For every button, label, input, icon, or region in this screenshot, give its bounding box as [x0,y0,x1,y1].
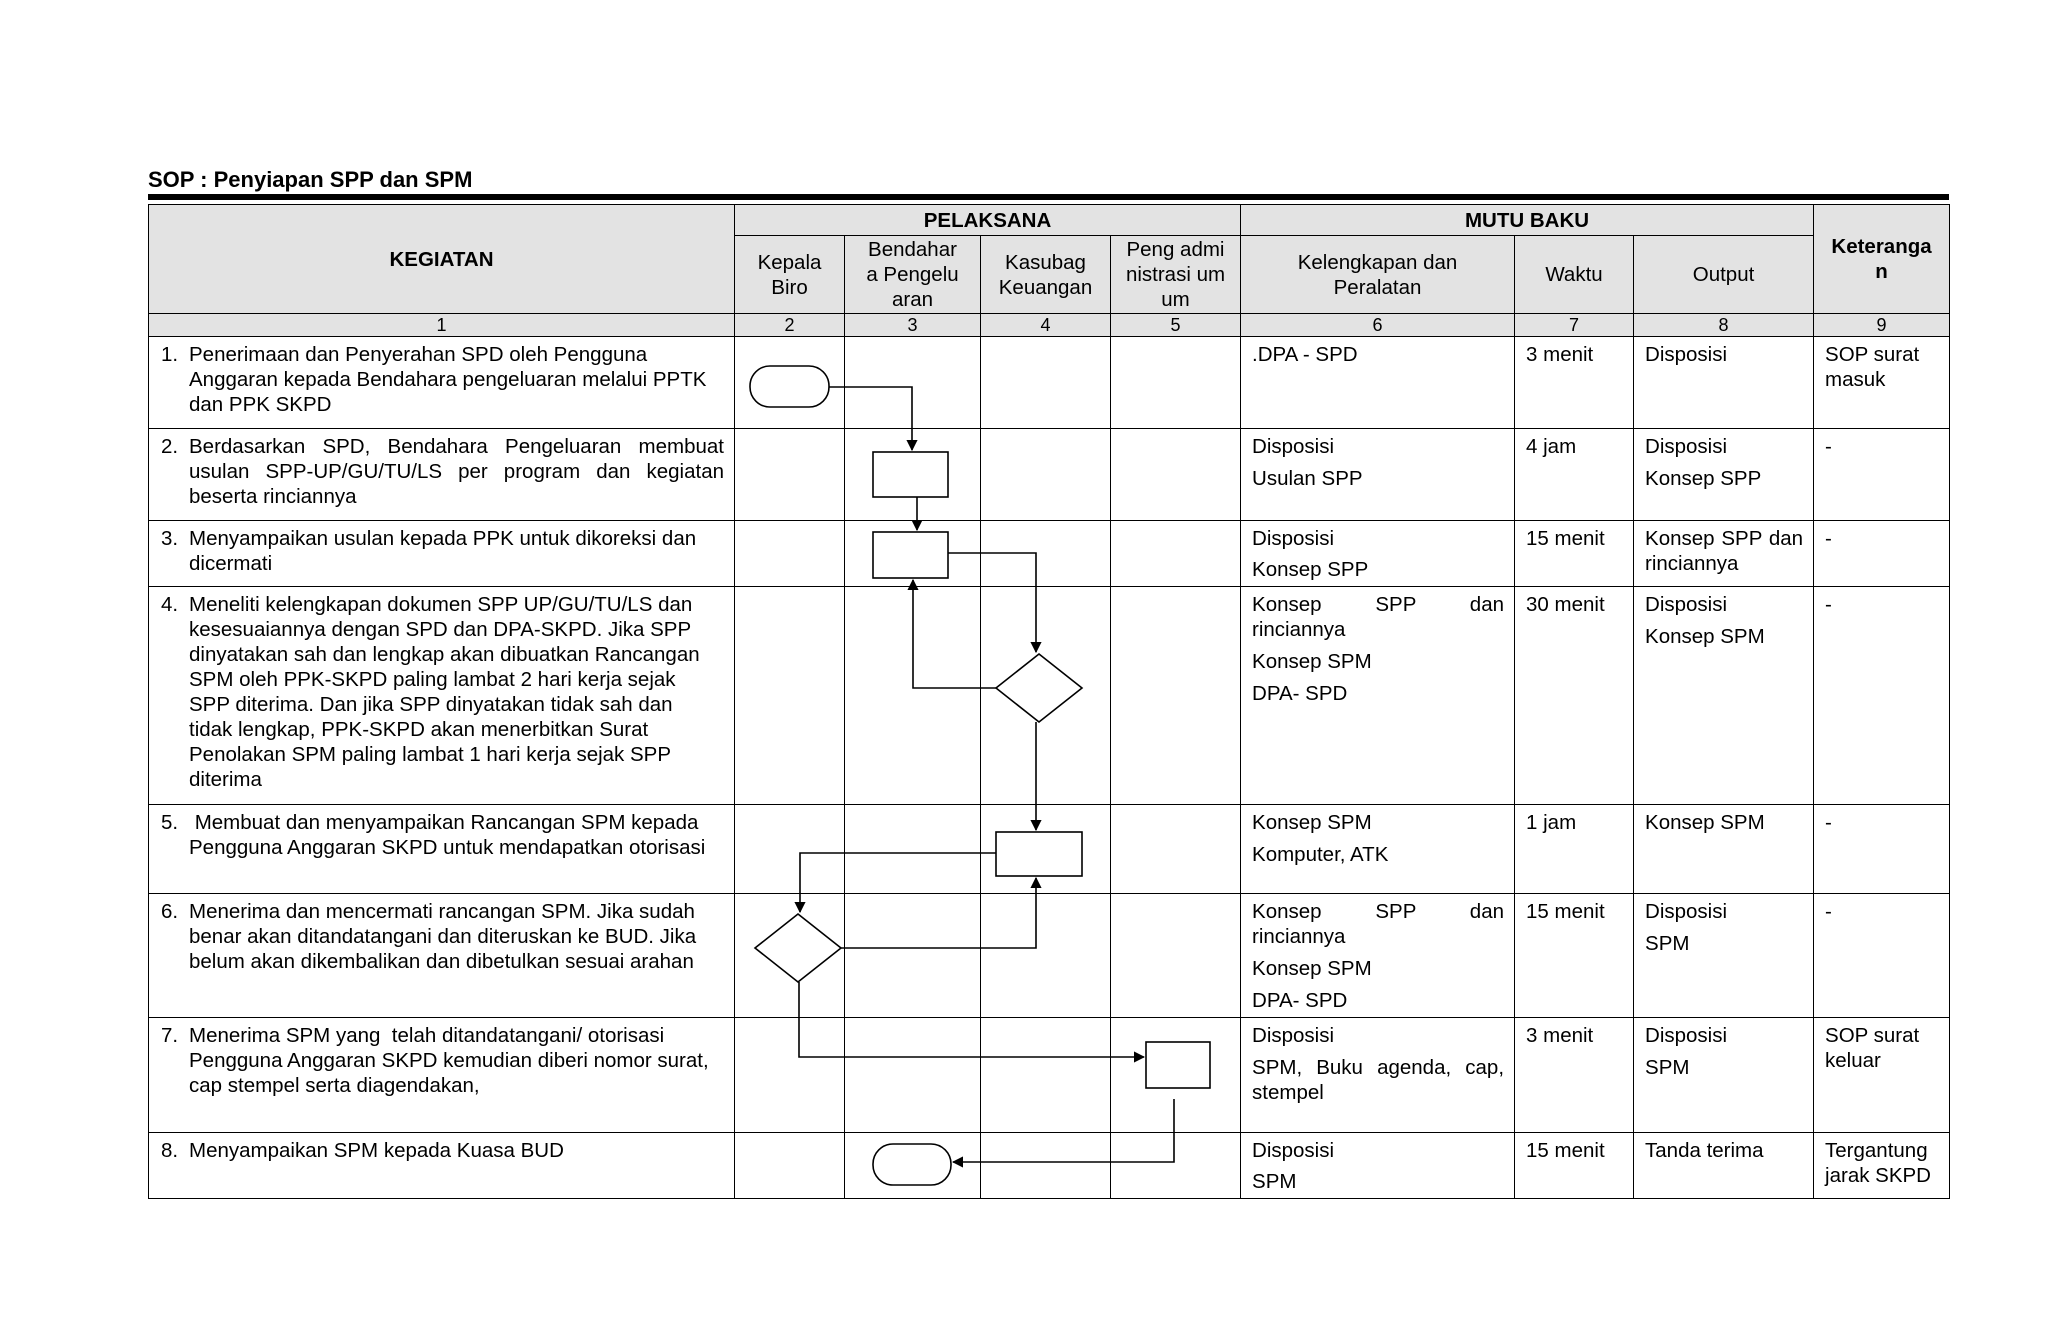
lane-cell [981,337,1111,429]
lane-cell [735,521,845,587]
lane-cell [735,337,845,429]
keterangan-cell [1814,1133,1950,1199]
kelengkapan-cell [1241,1018,1515,1133]
output-item: Disposisi [1645,593,1728,616]
lane-cell [1111,587,1241,805]
output-cell [1634,1018,1814,1133]
kegiatan-cell [149,1018,735,1133]
waktu-text: 15 menit [1526,1139,1605,1162]
header-kelengkapan [1241,236,1515,314]
lane-cell [1111,521,1241,587]
keterangan-cell [1814,894,1950,1018]
lane-cell [981,587,1111,805]
kelengkapan-item: SPM, Buku agenda, cap, stempel [1252,1056,1505,1104]
lane-cell [845,337,981,429]
kelengkapan-item: Disposisi [1252,1139,1335,1162]
kelengkapan-item: Disposisi [1252,1024,1335,1047]
lane-cell [845,429,981,521]
kegiatan-text: Berdasarkan SPD, Bendahara Pengeluaran membuat usulan SPP-UP/GU/TU/LS per program dan kegiatan beserta rinciannya [189,435,724,508]
lane-cell [845,1018,981,1133]
keterangan-text: SOP surat keluar [1825,1024,1920,1072]
kegiatan-cell [149,429,735,521]
keterangan-cell [1814,521,1950,587]
step-number: 6. [161,900,179,923]
output-cell [1634,1133,1814,1199]
kegiatan-cell [149,1133,735,1199]
col-number: 5 [1111,314,1241,337]
header-keterangan [1814,205,1950,314]
waktu-text: 30 menit [1526,593,1605,616]
header-kasubag [981,236,1111,314]
output-item: Disposisi [1645,900,1728,923]
kelengkapan-item: Konsep SPM [1252,811,1372,834]
lane-cell [1111,805,1241,894]
header-kegiatan: KEGIATAN [149,205,735,314]
header-mutu-baku: MUTU BAKU [1241,205,1814,236]
waktu-text: 4 jam [1526,435,1577,458]
output-cell [1634,894,1814,1018]
waktu-cell [1515,429,1634,521]
kelengkapan-item: Konsep SPP [1252,558,1369,581]
sop-table [148,204,1950,1199]
kelengkapan-item: DPA- SPD [1252,989,1348,1012]
waktu-cell [1515,337,1634,429]
lane-cell [735,894,845,1018]
output-item: Konsep SPM [1645,811,1765,834]
kegiatan-text: Menyampaikan usulan kepada PPK untuk dikoreksi dan dicermati [189,527,697,575]
header-pelaksana: PELAKSANA [735,205,1241,236]
output-item: Disposisi [1645,343,1728,366]
keterangan-text: - [1825,527,1832,550]
lane-cell [1111,1018,1241,1133]
col-number: 3 [845,314,981,337]
step-number: 1. [161,343,179,366]
waktu-text: 3 menit [1526,1024,1594,1047]
col-number: 9 [1814,314,1950,337]
waktu-cell [1515,805,1634,894]
keterangan-text: Tergantung jarak SKPD [1825,1139,1931,1187]
lane-cell [845,521,981,587]
keterangan-cell [1814,337,1950,429]
table-row [149,521,1950,587]
kegiatan-text: Menerima dan mencermati rancangan SPM. Jika sudah benar akan ditandatangani dan diteruskan ke BUD. Jika belum akan dikembalikan dan dibetulkan sesuai arahan [189,900,697,973]
output-cell [1634,337,1814,429]
lane-cell [845,587,981,805]
header-bendahara [845,236,981,314]
header-kelengkapan-text: Kelengkapan dan Peralatan [1297,250,1458,299]
output-cell [1634,429,1814,521]
waktu-text: 15 menit [1526,900,1605,923]
kegiatan-text: Membuat dan menyampaikan Rancangan SPM kepada Pengguna Anggaran SKPD untuk mendapatkan otorisasi [189,811,706,859]
waktu-cell [1515,521,1634,587]
kelengkapan-item: .DPA - SPD [1252,343,1358,366]
kegiatan-text: Penerimaan dan Penyerahan SPD oleh Pengguna Anggaran kepada Bendahara pengeluaran melalui PPTK dan PPK SKPD [189,343,707,416]
output-item: SPM [1645,932,1690,955]
keterangan-text: - [1825,900,1832,923]
lane-cell [845,894,981,1018]
lane-cell [1111,429,1241,521]
lane-cell [981,1133,1111,1199]
kelengkapan-item: Konsep SPP dan rinciannya [1252,900,1505,948]
keterangan-text: SOP surat masuk [1825,343,1920,391]
table-row [149,894,1950,1018]
lane-cell [845,1133,981,1199]
lane-cell [845,805,981,894]
kegiatan-cell [149,894,735,1018]
output-item: Konsep SPP dan rinciannya [1645,527,1804,575]
kegiatan-text: Menerima SPM yang telah ditandatangani/ otorisasi Pengguna Anggaran SKPD kemudian diberi nomor surat, cap stempel serta diagendakan, [189,1024,715,1097]
step-number: 2. [161,435,179,458]
step-number: 7. [161,1024,179,1047]
waktu-cell [1515,1018,1634,1133]
kegiatan-cell [149,521,735,587]
waktu-text: 15 menit [1526,527,1605,550]
kelengkapan-item: Konsep SPM [1252,957,1372,980]
kelengkapan-cell [1241,1133,1515,1199]
kelengkapan-item: Komputer, ATK [1252,843,1389,866]
kelengkapan-item: Konsep SPM [1252,650,1372,673]
col-number: 6 [1241,314,1515,337]
lane-cell [735,429,845,521]
kegiatan-cell [149,587,735,805]
table-row [149,1018,1950,1133]
kelengkapan-item: Disposisi [1252,435,1335,458]
waktu-cell [1515,587,1634,805]
kelengkapan-cell [1241,429,1515,521]
col-number: 4 [981,314,1111,337]
output-item: Disposisi [1645,435,1728,458]
step-number: 5. [161,811,179,834]
output-item: Disposisi [1645,1024,1728,1047]
output-item: Konsep SPM [1645,625,1765,648]
header-output: Output [1634,236,1814,314]
kelengkapan-cell [1241,894,1515,1018]
col-number: 2 [735,314,845,337]
keterangan-cell [1814,429,1950,521]
kelengkapan-item: Konsep SPP dan rinciannya [1252,593,1505,641]
kegiatan-cell [149,805,735,894]
header-peng-admin-text: Peng administrasi umum [1125,238,1226,311]
keterangan-cell [1814,805,1950,894]
output-cell [1634,521,1814,587]
header-peng-admin [1111,236,1241,314]
col-number: 1 [149,314,735,337]
output-cell [1634,587,1814,805]
kelengkapan-cell [1241,587,1515,805]
waktu-text: 3 menit [1526,343,1594,366]
kelengkapan-cell [1241,521,1515,587]
table-row [149,1133,1950,1199]
table-row [149,337,1950,429]
kelengkapan-item: Disposisi [1252,527,1335,550]
keterangan-text: - [1825,435,1832,458]
output-item: Konsep SPP [1645,467,1762,490]
lane-cell [981,894,1111,1018]
kelengkapan-item: Usulan SPP [1252,467,1363,490]
lane-cell [1111,1133,1241,1199]
table-row [149,587,1950,805]
lane-cell [981,805,1111,894]
kelengkapan-item: DPA- SPD [1252,682,1348,705]
lane-cell [981,429,1111,521]
header-bendahara-text: Bendahara Pengeluaran [866,238,959,311]
header-kasubag-text: Kasubag Keuangan [998,250,1093,299]
output-item: Tanda terima [1645,1139,1764,1162]
waktu-cell [1515,1133,1634,1199]
output-cell [1634,805,1814,894]
kelengkapan-item: SPM [1252,1170,1297,1193]
output-item: SPM [1645,1056,1690,1079]
kegiatan-text: Menyampaikan SPM kepada Kuasa BUD [189,1139,564,1162]
keterangan-text: - [1825,593,1832,616]
title-rule [148,194,1949,200]
step-number: 3. [161,527,179,550]
header-waktu: Waktu [1515,236,1634,314]
lane-cell [735,1018,845,1133]
lane-cell [981,521,1111,587]
kegiatan-cell [149,337,735,429]
lane-cell [735,587,845,805]
table-row [149,805,1950,894]
kelengkapan-cell [1241,805,1515,894]
keterangan-cell [1814,1018,1950,1133]
table-row [149,429,1950,521]
header-keterangan-text: Keterangan [1831,235,1932,283]
waktu-text: 1 jam [1526,811,1577,834]
lane-cell [1111,337,1241,429]
kegiatan-text: Meneliti kelengkapan dokumen SPP UP/GU/TU/LS dan kesesuaiannya dengan SPD dan DPA-SKPD. Jika SPP dinyatakan sah dan lengkap akan dibuatkan Rancangan SPM oleh PPK-SKPD paling lambat 2 hari kerja sejak SPP diterima. Dan jika SPP dinyatakan tidak sah dan tidak lengkap, PPK-SKPD akan menerbitkan Surat Penolakan SPM paling lambat 1 hari kerja sejak SPP diterima [189,593,700,791]
header-kepala-biro [735,236,845,314]
sop-title: SOP : Penyiapan SPP dan SPM [148,167,473,192]
keterangan-cell [1814,587,1950,805]
col-number: 7 [1515,314,1634,337]
step-number: 8. [161,1139,179,1162]
lane-cell [1111,894,1241,1018]
lane-cell [981,1018,1111,1133]
step-number: 4. [161,593,179,616]
header-kepala-biro-text: Kepala Biro [757,250,822,299]
kelengkapan-cell [1241,337,1515,429]
col-number: 8 [1634,314,1814,337]
lane-cell [735,1133,845,1199]
lane-cell [735,805,845,894]
keterangan-text: - [1825,811,1832,834]
waktu-cell [1515,894,1634,1018]
